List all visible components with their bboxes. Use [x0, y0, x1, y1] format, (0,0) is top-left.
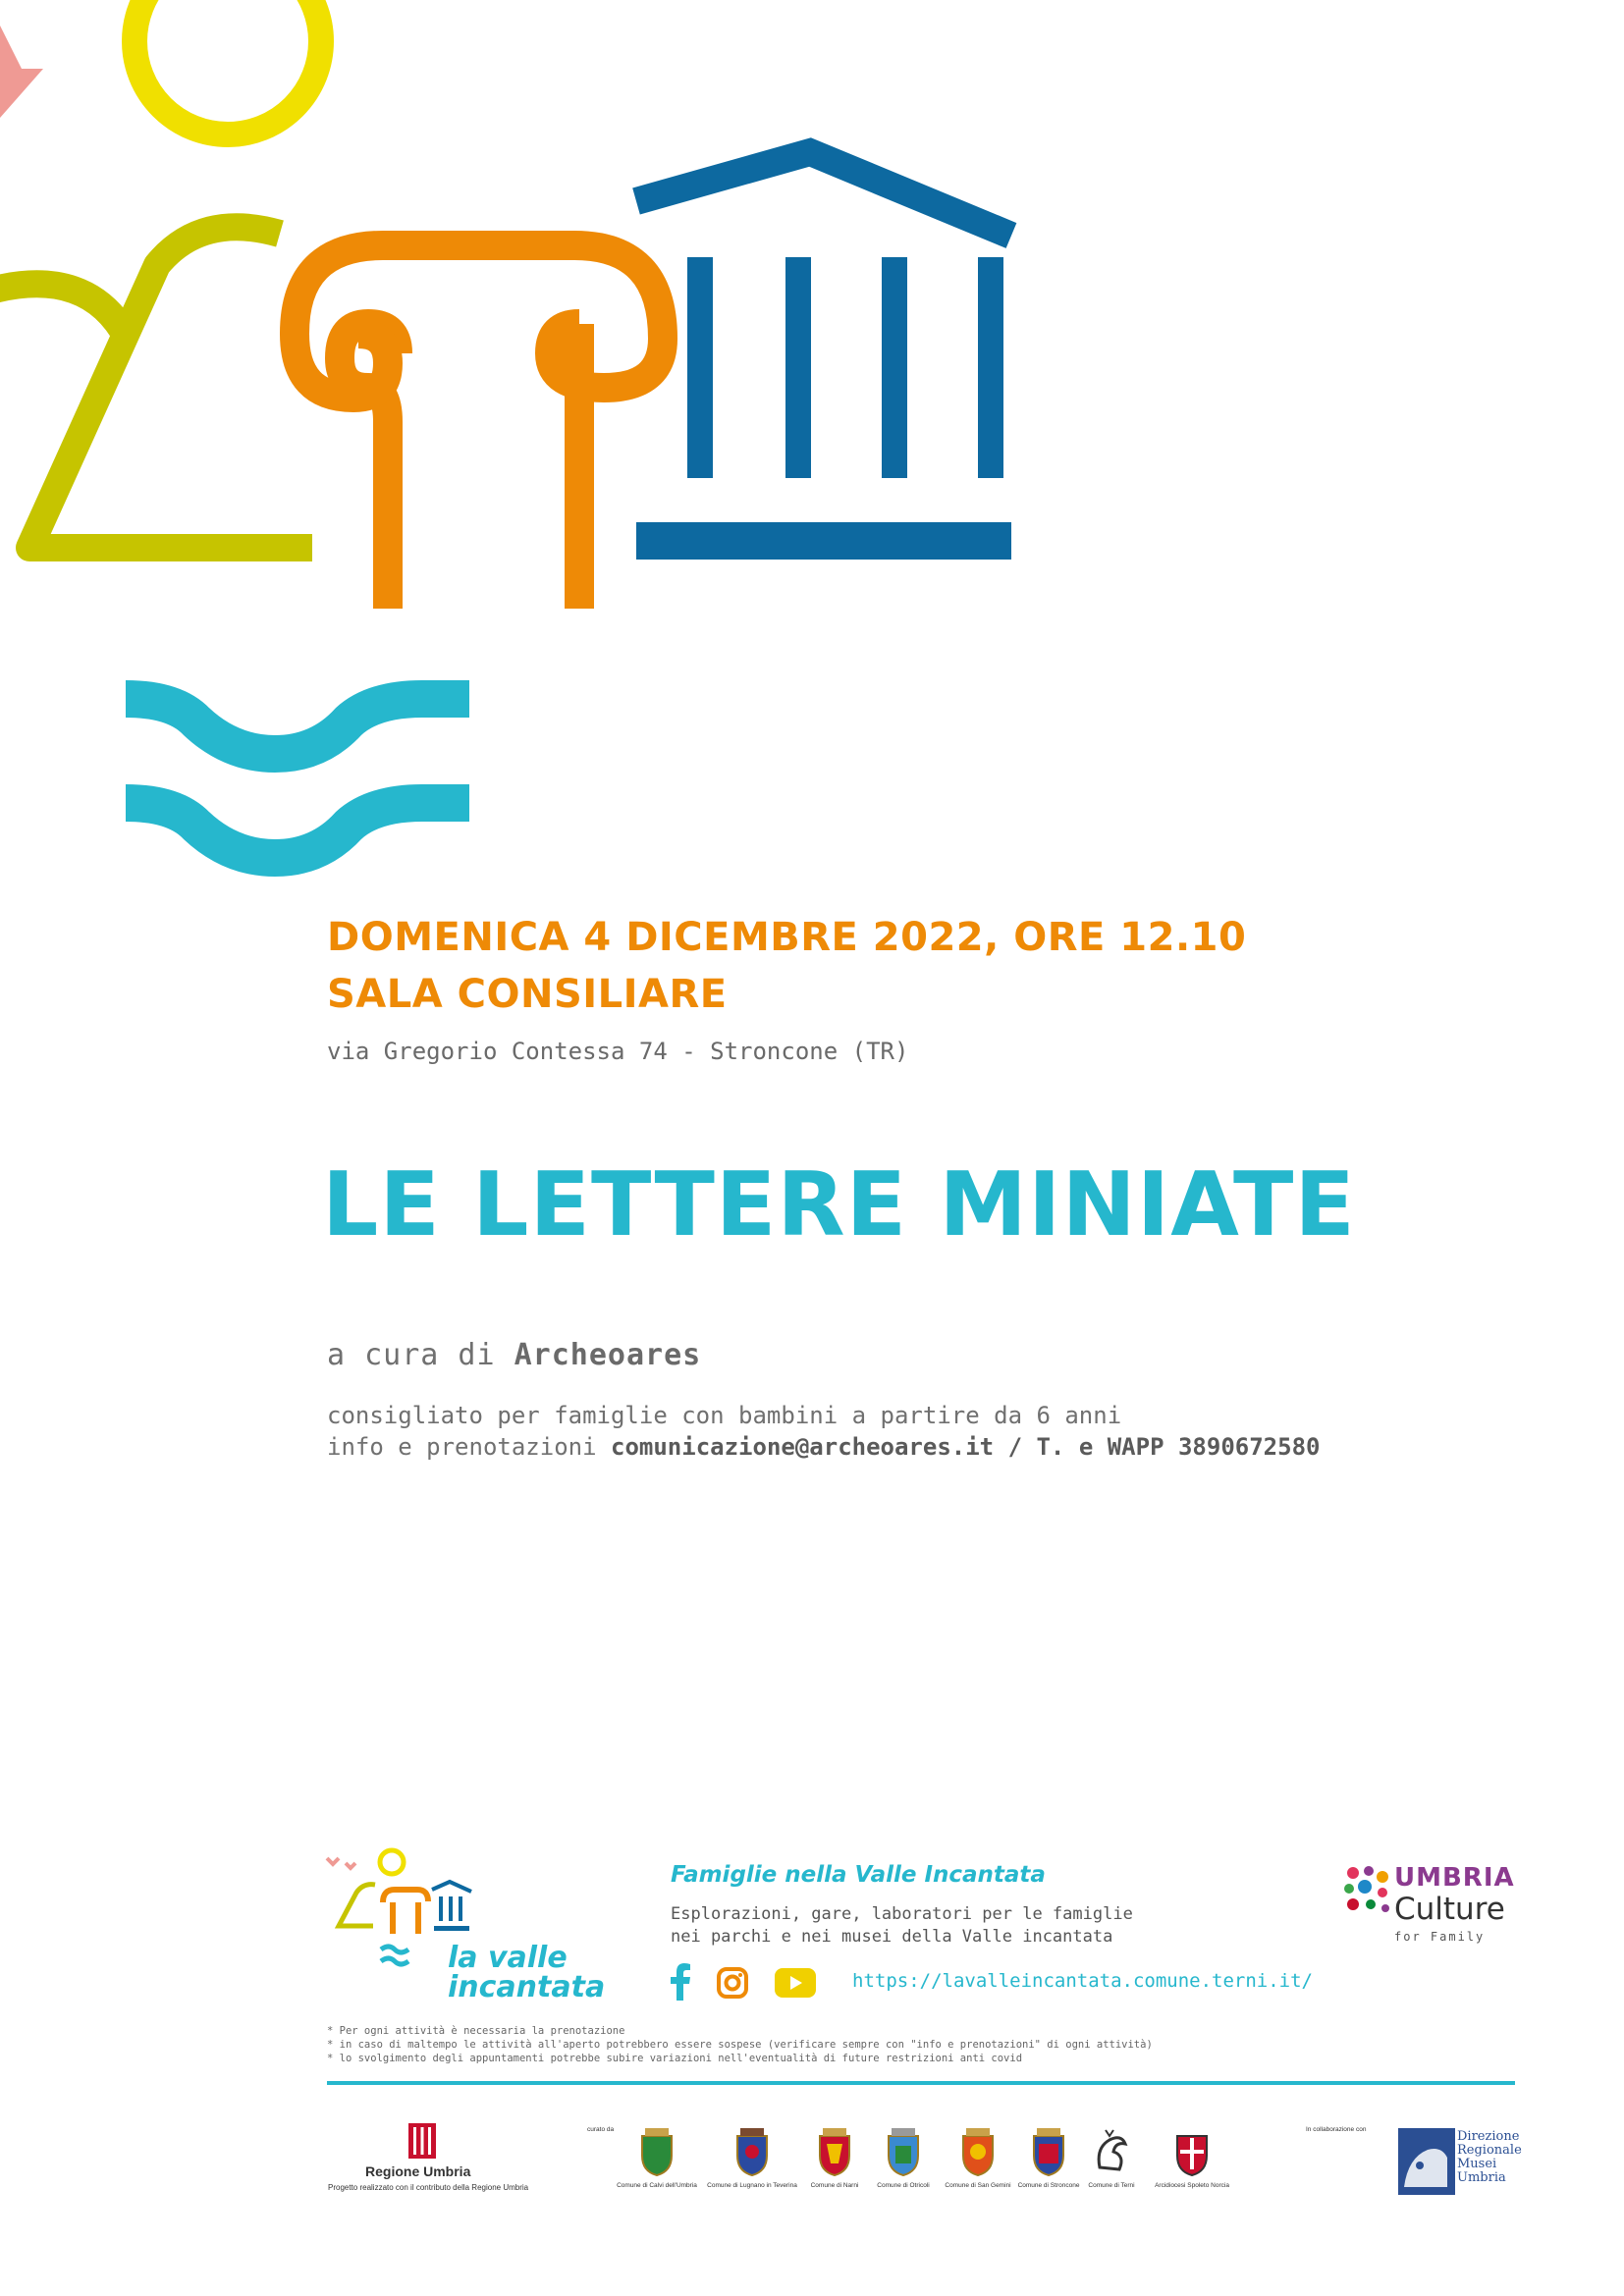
facebook-icon[interactable]	[670, 1963, 691, 2001]
blue-temple-column-1	[687, 257, 713, 478]
program-description-line1: Esplorazioni, gare, laboratori per le famiglie	[671, 1904, 1133, 1924]
blue-temple-column-3	[882, 257, 907, 478]
blue-temple-column-4	[978, 257, 1003, 478]
curated-by-prefix: a cura di	[327, 1338, 496, 1372]
comune-label-calvi: Comune di Calvi dell'Umbria	[617, 2182, 697, 2189]
logo-hill-icon	[339, 1885, 375, 1926]
crest-arcidiocesi-icon	[1172, 2128, 1212, 2177]
museum-name	[1457, 2130, 1522, 2185]
crest-lugnano-icon	[732, 2128, 772, 2177]
comune-label-san-gemini: Comune di San Gemini	[945, 2182, 1011, 2189]
curated-by	[327, 1338, 701, 1372]
teal-wave-top	[126, 699, 469, 754]
audience-info: consigliato per famiglie con bambini a partire da 6 anni	[327, 1402, 1122, 1429]
program-description-line2: nei parchi e nei musei della Valle incantata	[671, 1927, 1113, 1947]
crest-terni-icon	[1092, 2128, 1131, 2177]
curated-by-name: Archeoares	[514, 1338, 702, 1372]
event-date: DOMENICA 4 DICEMBRE 2022, ORE 12.10	[327, 915, 1247, 960]
logo-heart-icon-2	[346, 1863, 355, 1868]
crest-calvi-icon	[637, 2128, 677, 2177]
curated-by-label: curato da	[587, 2126, 615, 2133]
logo-wave-icon-2	[381, 1958, 408, 1964]
logo-temple-col-icon-3	[459, 1896, 462, 1921]
logo-temple-col-icon	[439, 1896, 443, 1921]
youtube-icon[interactable]	[775, 1968, 816, 1998]
program-title: Famiglie nella Valle Incantata	[671, 1862, 1046, 1888]
crest-narni-icon	[815, 2128, 854, 2177]
event-title: LE LETTERE MINIATE	[322, 1153, 1356, 1256]
comune-label-narni: Comune di Narni	[810, 2182, 859, 2189]
logo-column-icon	[383, 1890, 428, 1934]
umbria-culture-dots-icon	[1341, 1865, 1400, 1924]
blue-temple-base	[636, 522, 1011, 560]
event-address: via Gregorio Contessa 74 - Stroncone (TR)	[327, 1038, 909, 1065]
yellow-ring-shape	[135, 0, 321, 134]
blue-temple-roof	[636, 152, 1011, 236]
comune-label-terni: Comune di Terni	[1088, 2182, 1135, 2189]
program-url-link[interactable]: https://lavalleincantata.comune.terni.it/	[852, 1970, 1313, 1992]
pink-diamond-shape	[0, 26, 43, 118]
comune-label-arcidiocesi: Arcidiocesi Spoleto Norcia	[1155, 2182, 1229, 2189]
logo-yellow-circle-icon	[380, 1850, 404, 1874]
logo-temple-col-icon-2	[449, 1896, 453, 1921]
event-place: SALA CONSILIARE	[327, 972, 728, 1017]
booking-contact[interactable]: comunicazione@archeoares.it / T. e WAPP 3890672580	[611, 1433, 1321, 1461]
olive-curve-shape	[0, 284, 128, 339]
blue-temple-column-2	[785, 257, 811, 478]
logo-temple-base-icon	[434, 1926, 469, 1931]
in-collaboration-label: In collaborazione con	[1306, 2126, 1367, 2133]
note-line-1: * Per ogni attività è necessaria la prenotazione	[327, 2025, 625, 2037]
museum-name-line1: Direzione	[1457, 2129, 1520, 2144]
museum-name-line4: Umbria	[1457, 2170, 1506, 2185]
instagram-icon[interactable]	[717, 1967, 748, 1999]
teal-wave-bottom	[126, 803, 469, 858]
museum-name-line3: Musei	[1457, 2157, 1497, 2171]
crest-san-gemini-icon	[958, 2128, 998, 2177]
logo-temple-roof-icon	[432, 1882, 471, 1892]
regione-umbria-crest-icon	[408, 2123, 436, 2159]
comune-label-stroncone: Comune di Stroncone	[1017, 2182, 1080, 2189]
logo-wave-icon	[381, 1947, 408, 1952]
divider	[327, 2081, 1515, 2085]
decorative-illustration	[0, 0, 1624, 864]
partner-logo-culture: Culture	[1394, 1892, 1505, 1927]
booking-info	[327, 1433, 1320, 1461]
partner-logo-umbria: UMBRIA	[1394, 1863, 1515, 1893]
region-name: Regione Umbria	[365, 2163, 471, 2179]
museum-name-line2: Regionale	[1457, 2143, 1522, 2158]
crest-stroncone-icon	[1029, 2128, 1068, 2177]
logo-heart-icon	[327, 1858, 339, 1864]
partner-logo-for-family: for Family	[1394, 1930, 1486, 1944]
region-subtitle: Progetto realizzato con il contributo della Regione Umbria	[328, 2183, 529, 2192]
logo-wordmark-line2: incantata	[448, 1970, 606, 2004]
note-line-3: * lo svolgimento degli appuntamenti potrebbe subire variazioni nell'eventualità di future restrizioni anti covid	[327, 2053, 1023, 2064]
logo-wordmark	[448, 1941, 606, 2004]
booking-prefix: info e prenotazioni	[327, 1433, 597, 1461]
note-line-2: * in caso di maltempo le attività all'aperto potrebbero essere sospese (verificare sempre con "info e prenotazioni" di ogni attività)	[327, 2039, 1153, 2051]
comune-label-lugnano: Comune di Lugnano in Teverina	[707, 2182, 797, 2189]
comune-label-otricoli: Comune di Otricoli	[877, 2182, 930, 2189]
crest-otricoli-icon	[884, 2128, 923, 2177]
logo-wordmark-line1: la valle	[448, 1941, 568, 1975]
